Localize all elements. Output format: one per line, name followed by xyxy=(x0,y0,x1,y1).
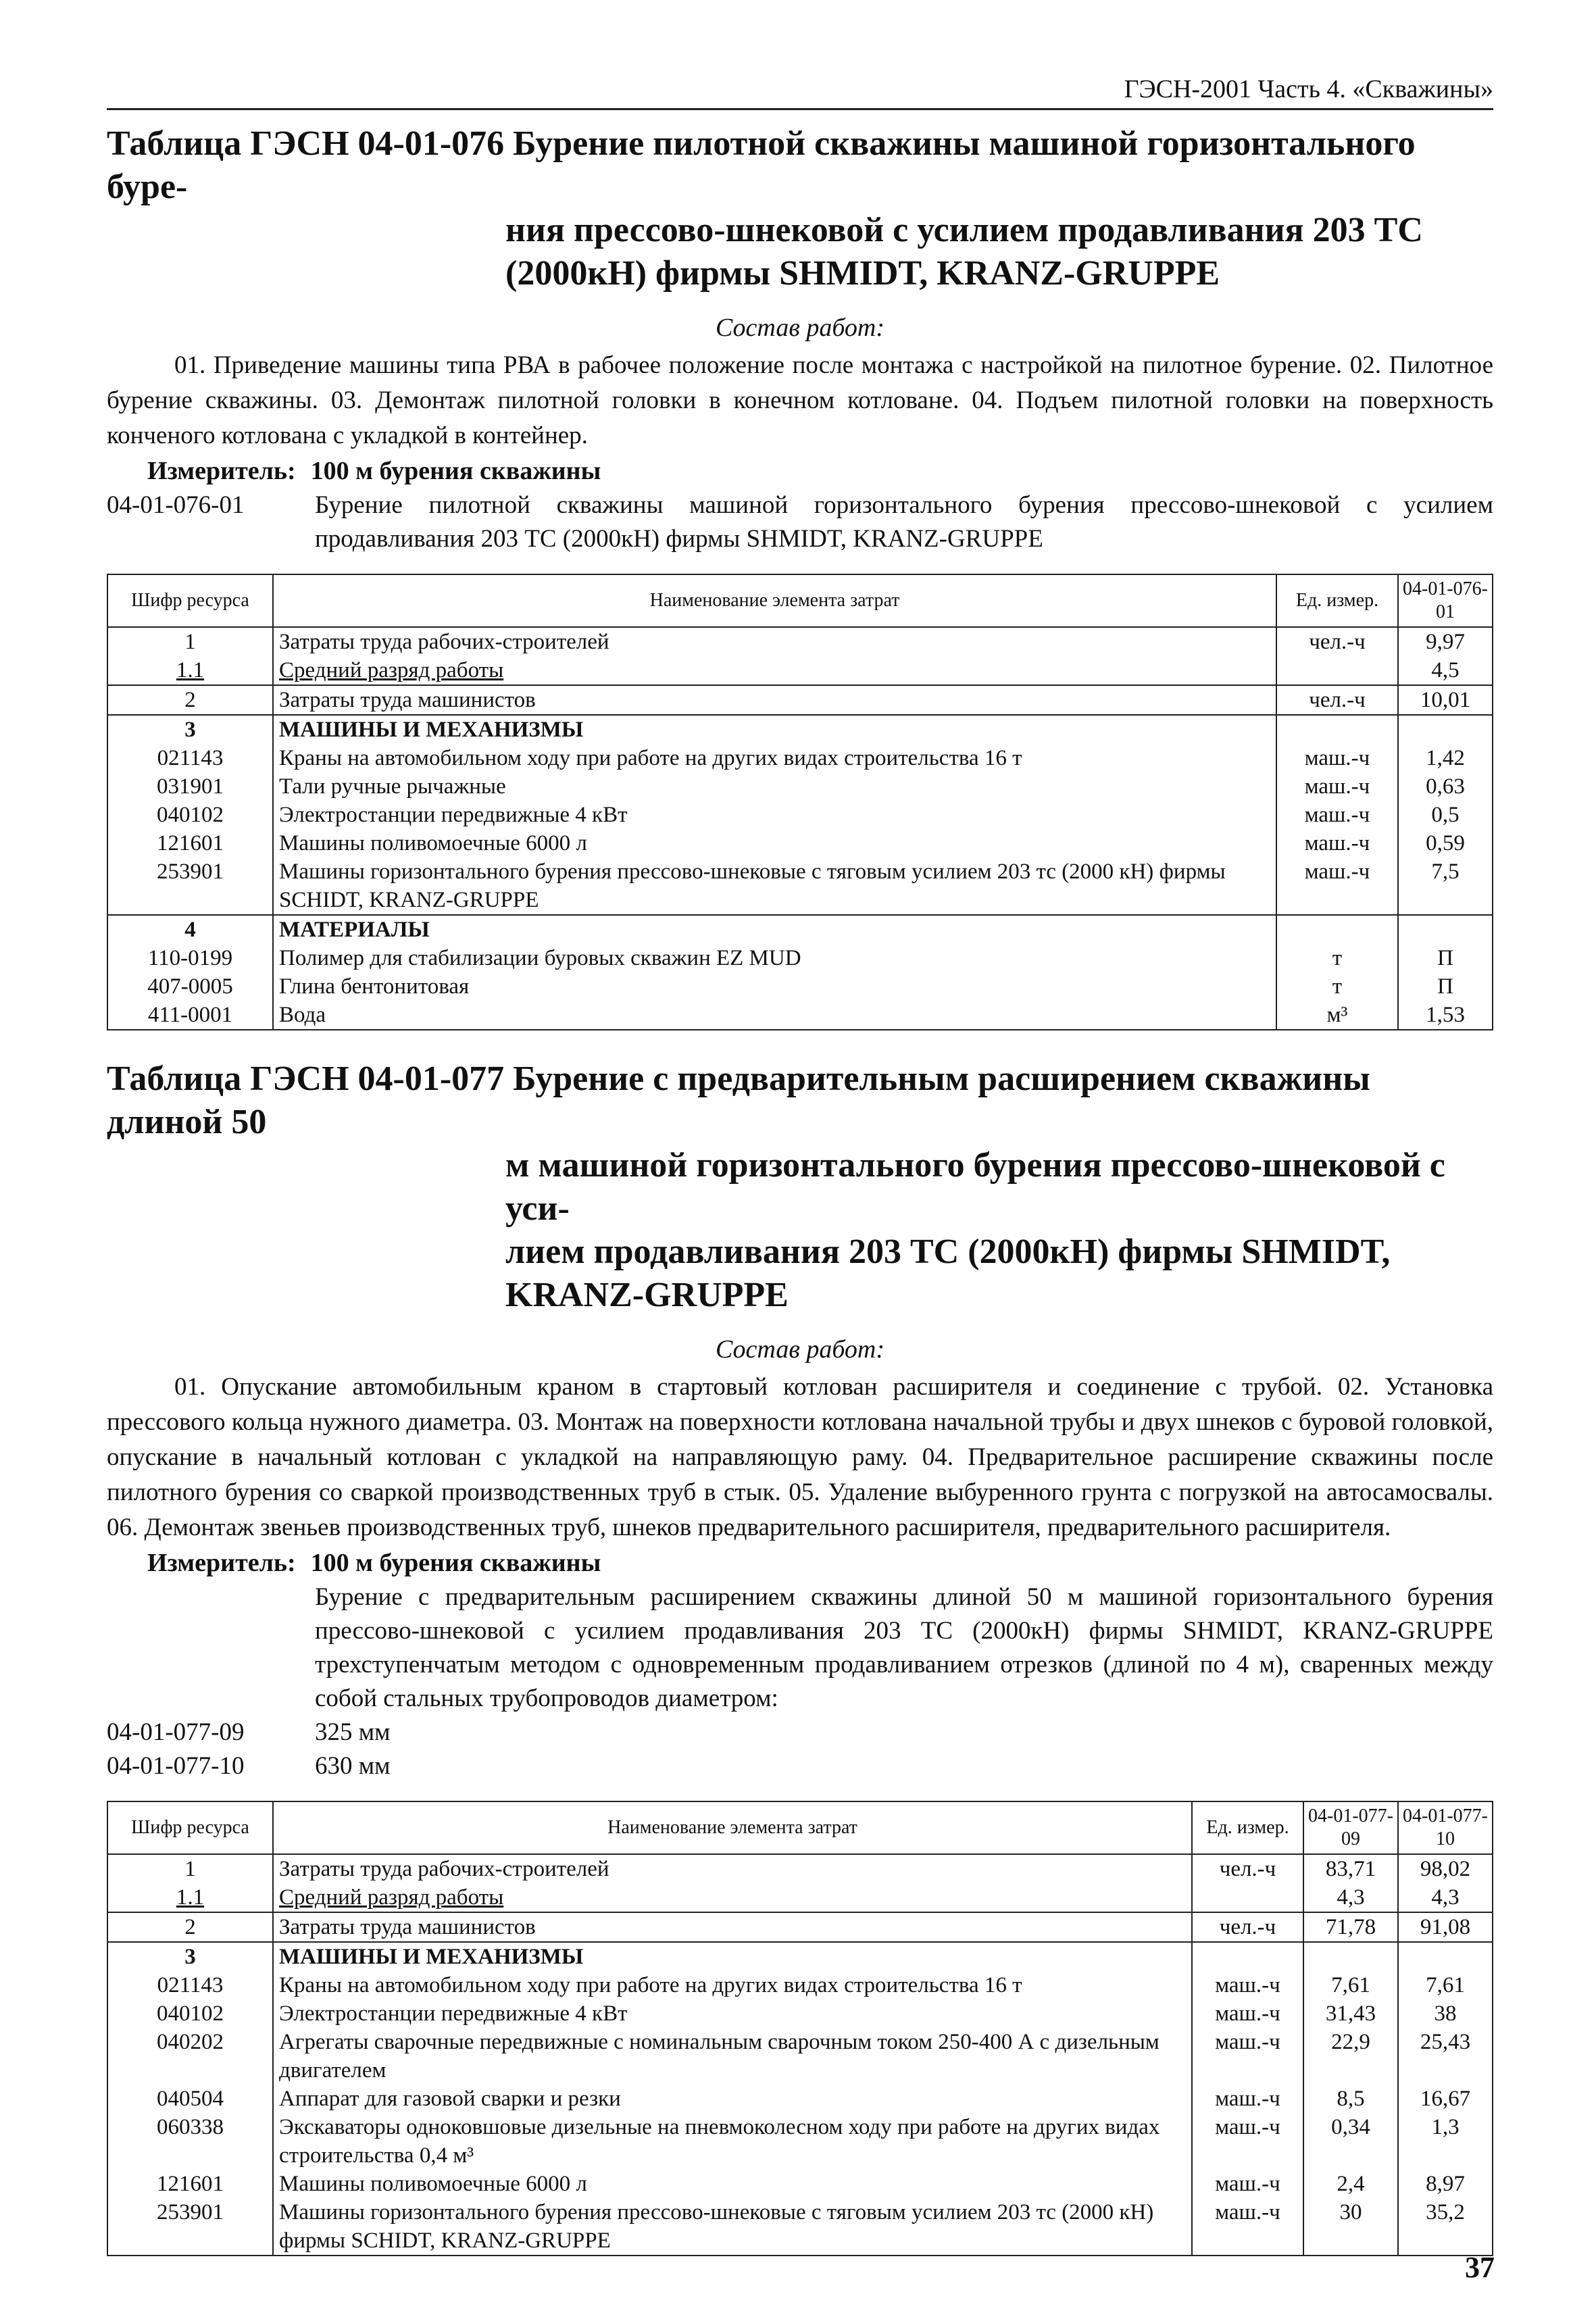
table-row: 1.1 Средний разряд работы 4,3 4,3 xyxy=(107,1883,1493,1912)
document-page xyxy=(107,74,1493,2256)
table-row: 040102 Электростанции передвижные 4 кВт маш.-ч 31,43 38 xyxy=(107,1999,1493,2028)
section-04-01-076 xyxy=(107,122,1493,1030)
page-number: 37 xyxy=(1465,2251,1495,2284)
table-row: 121601 Машины поливомоечные 6000 л маш.-ч 0,59 xyxy=(107,829,1493,857)
norm-code: 04-01-076-01 xyxy=(107,491,245,519)
col-header-name: Наименование элемента затрат xyxy=(273,1801,1192,1854)
norm-variant xyxy=(107,1716,1493,1749)
composition-heading: Состав работ: xyxy=(715,1335,885,1364)
col-header-norm: 04-01-076-01 xyxy=(1398,574,1493,627)
table-row: 121601 Машины поливомоечные 6000 л маш.-ч 2,4 8,97 xyxy=(107,2170,1493,2198)
measure xyxy=(107,1545,1493,1580)
table-row: 021143 Краны на автомобильном ходу при работе на других видах строительства 16 т маш.-ч 7,61 7,61 xyxy=(107,1971,1493,1999)
norm-variant-desc: 630 мм xyxy=(315,1752,391,1780)
table-row: 253901 Машины горизонтального бурения прессово-шнековые с тяговым усилием 203 тс (2000 кН) фирмы SCHIDT, KRANZ-GRUPPE маш.-ч 30 35,2 xyxy=(107,2198,1493,2256)
resource-table xyxy=(107,1801,1493,2256)
table-row: 1 Затраты труда рабочих-строителей чел.-ч 83,71 98,02 xyxy=(107,1854,1493,1883)
norm-code: 04-01-077-09 xyxy=(107,1718,245,1746)
composition-text: 01. Приведение машины типа РВА в рабочее положение после монтажа с настройкой на пилотное бурение. 02. Пилотное бурение скважины. 03. Демонтаж пилотной головки в конечном котловане. 04. Подъем пилотной головки на поверхность конченого котлована с укладкой в контейнер. xyxy=(107,351,1493,449)
norm-variant-desc: 325 мм xyxy=(315,1718,391,1746)
resource-table xyxy=(107,574,1493,1030)
measure xyxy=(107,453,1493,489)
measure-value: 100 м бурения скважины xyxy=(310,1549,601,1577)
table-row: 040102 Электростанции передвижные 4 кВт маш.-ч 0,5 xyxy=(107,801,1493,829)
col-header-unit: Ед. измер. xyxy=(1192,1801,1303,1854)
section-04-01-077 xyxy=(107,1057,1493,2256)
measure-label: Измеритель: xyxy=(147,1549,296,1577)
table-row: 2 Затраты труда машинистов чел.-ч 10,01 xyxy=(107,685,1493,715)
table-row: 031901 Тали ручные рычажные маш.-ч 0,63 xyxy=(107,772,1493,801)
running-header: ГЭСН-2001 Часть 4. «Скважины» xyxy=(107,74,1493,110)
table-row: 3 МАШИНЫ И МЕХАНИЗМЫ xyxy=(107,1942,1493,1971)
table-row: 3 МАШИНЫ И МЕХАНИЗМЫ xyxy=(107,715,1493,744)
composition-text: 01. Опускание автомобильным краном в стартовый котлован расширителя и соединение с трубой. 02. Установка прессового кольца нужного диаметра. 03. Монтаж на поверхности котлована начальной трубы и двух шнеков с буровой головкой, опускание в начальный котлован с укладкой на направляющую раму. 04. Предварительное расширение скважины после пилотного бурения со сваркой производственных труб в стык. 05. Удаление выбуренного грунта с погрузкой на автосамосвалы. 06. Демонтаж звеньев производственных труб, шнеков предварительного расширителя, предварительного расширителя. xyxy=(107,1373,1493,1541)
table-row: 4 МАТЕРИАЛЫ xyxy=(107,915,1493,944)
table-title: Таблица ГЭСН 04-01-076 Бурение пилотной скважины машиной горизонтального буре- ния прессово-шнековой с усилием продавливания 203 ТС (2000кН) фирмы SHMIDT, KRANZ-GRUPPE xyxy=(107,124,1423,293)
col-header-norm-09: 04-01-077-09 xyxy=(1303,1801,1398,1854)
table-row: 1 Затраты труда рабочих-строителей чел.-ч 9,97 xyxy=(107,627,1493,656)
col-header-name: Наименование элемента затрат xyxy=(273,574,1276,627)
measure-label: Измеритель: xyxy=(147,457,296,485)
norm-variant xyxy=(107,1749,1493,1783)
table-row: 021143 Краны на автомобильном ходу при работе на других видах строительства 16 т маш.-ч 1,42 xyxy=(107,744,1493,772)
table-row: 253901 Машины горизонтального бурения прессово-шнековые с тяговым усилием 203 тс (2000 кН) фирмы SCHIDT, KRANZ-GRUPPE маш.-ч 7,5 xyxy=(107,857,1493,915)
norm-line xyxy=(107,489,1493,556)
table-row: 040202 Агрегаты сварочные передвижные с номинальным сварочным током 250-400 А с дизельным двигателем маш.-ч 22,9 25,43 xyxy=(107,2028,1493,2085)
norm-desc: Бурение с предварительным расширением скважины длиной 50 м машиной горизонтального бурения прессово-шнековой с усилием продавливания 203 ТС (2000кН) фирмы SHMIDT, KRANZ-GRUPPE трехступенчатым методом с одновременным продавливанием отрезков (длиной по 4 м), сваренных между собой стальных трубопроводов диаметром: xyxy=(315,1583,1493,1712)
col-header-code: Шифр ресурса xyxy=(107,1801,273,1854)
measure-value: 100 м бурения скважины xyxy=(310,457,601,485)
col-header-code: Шифр ресурса xyxy=(107,574,273,627)
col-header-unit: Ед. измер. xyxy=(1276,574,1398,627)
norm-code: 04-01-077-10 xyxy=(107,1752,245,1780)
norm-desc: Бурение пилотной скважины машиной горизонтального бурения прессово-шнековой с усилием продавливания 203 ТС (2000кН) фирмы SHMIDT, KRANZ-GRUPPE xyxy=(315,491,1493,553)
table-row: 2 Затраты труда машинистов чел.-ч 71,78 91,08 xyxy=(107,1912,1493,1942)
table-title: Таблица ГЭСН 04-01-077 Бурение с предварительным расширением скважины длиной 50 м машиной горизонтального бурения прессово-шнековой с уси- лием продавливания 203 ТС (2000кН) фирмы SHMIDT, KRANZ-GRUPPE xyxy=(107,1060,1445,1314)
composition-heading: Состав работ: xyxy=(715,314,885,342)
table-row: 060338 Экскаваторы одноковшовые дизельные на пневмоколесном ходу при работе на других видах строительства 0,4 м³ маш.-ч 0,34 1,3 xyxy=(107,2113,1493,2170)
table-row: 407-0005 Глина бентонитовая т П xyxy=(107,972,1493,1001)
table-row: 110-0199 Полимер для стабилизации буровых скважин EZ MUD т П xyxy=(107,944,1493,972)
table-row: 411-0001 Вода м³ 1,53 xyxy=(107,1001,1493,1030)
col-header-norm-10: 04-01-077-10 xyxy=(1398,1801,1493,1854)
table-row: 040504 Аппарат для газовой сварки и резки маш.-ч 8,5 16,67 xyxy=(107,2085,1493,2113)
table-row: 1.1 Средний разряд работы 4,5 xyxy=(107,656,1493,685)
